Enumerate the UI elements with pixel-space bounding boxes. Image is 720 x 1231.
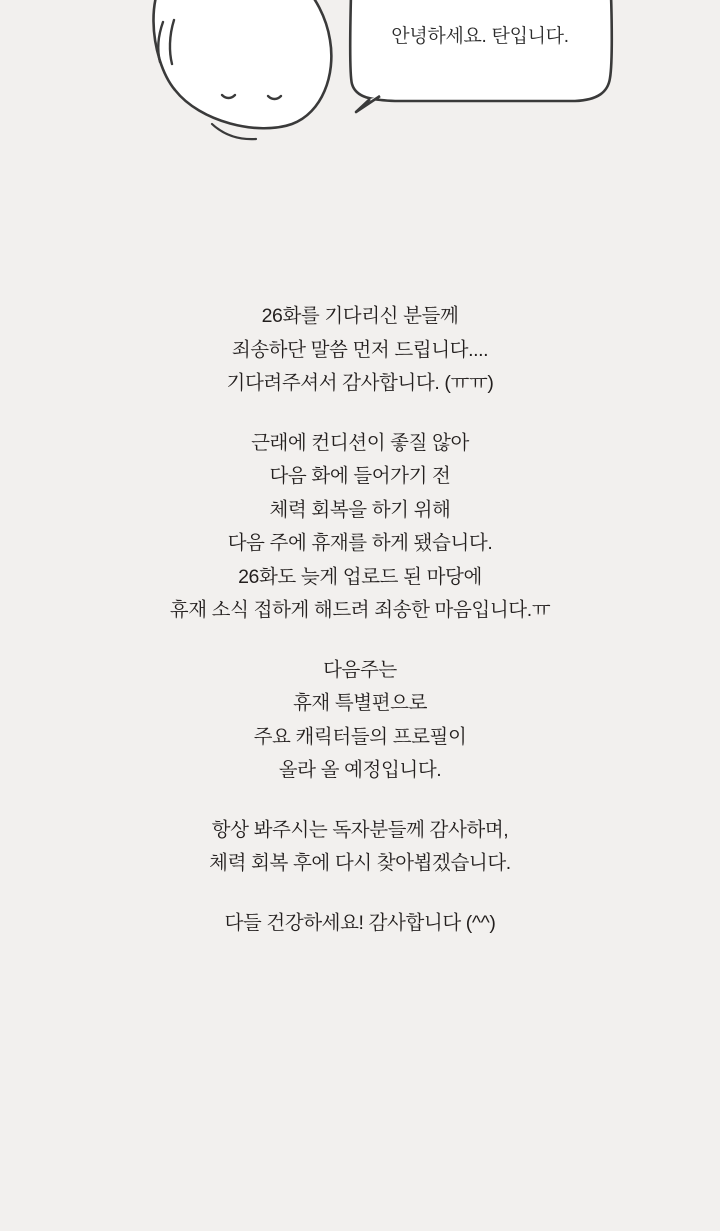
notice-line: 체력 회복 후에 다시 찾아뵙겠습니다. [209,852,511,875]
speech-line: 탄입니다. [491,26,569,47]
notice-paragraph [0,814,720,881]
notice-line: 다음 주에 휴재를 하게 됐습니다. [227,532,493,555]
notice-line: 휴재 특별편으로 [292,692,428,715]
notice-line: 26화를 기다리신 분들께 [261,305,459,327]
notice-line: 다음주는 [323,658,397,681]
notice-line: 26화도 늦게 업로드 된 마당에 [238,565,482,588]
character-head [153,0,331,128]
notice-paragraph [0,907,720,941]
notice-line: 다들 건강하세요! 감사합니다 (^^) [224,911,496,934]
notice-line: 체력 회복을 하기 위해 [269,498,451,521]
notice-line: 다음 화에 들어가기 전 [269,465,451,488]
notice-line: 주요 캐릭터들의 프로필이 [253,725,467,748]
author-notice [0,300,720,941]
speech-bubble-text [360,22,600,51]
notice-paragraph [0,427,720,628]
notice-line: 휴재 소식 접하게 해드려 죄송한 마음입니다.ㅠ [169,599,551,622]
notice-line: 항상 봐주시는 독자분들께 감사하며, [211,818,509,841]
comic-panel [0,0,720,150]
speech-line: 안녕하세요. [391,26,487,47]
notice-paragraph [0,654,720,788]
notice-paragraph [0,300,720,401]
notice-line: 죄송하단 말씀 먼저 드립니다.... [231,338,489,361]
notice-line: 근래에 컨디션이 좋질 않아 [251,431,469,454]
notice-line: 기다려주셔서 감사합니다. (ㅠㅠ) [226,372,494,395]
notice-line: 올라 올 예정입니다. [278,759,442,782]
